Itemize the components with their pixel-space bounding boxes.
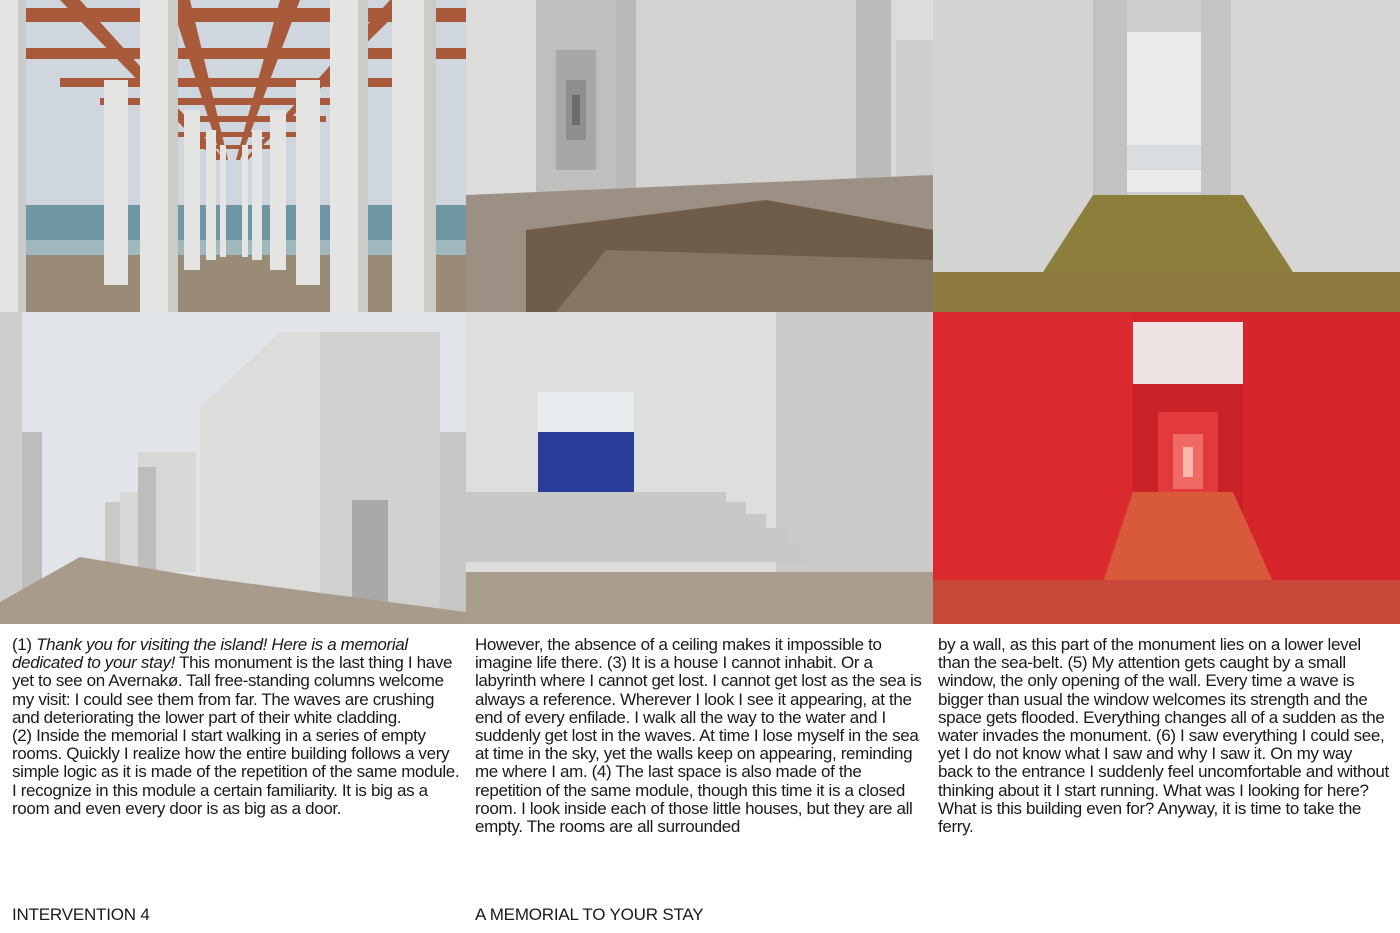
body-text xyxy=(0,636,1400,866)
window-room-illustration xyxy=(466,312,933,624)
paragraph-1-italic: Thank you for visiting the island! Here is a memorial dedicated to your stay! xyxy=(12,635,408,673)
text-column-2 xyxy=(475,636,927,836)
image-columns-on-beach xyxy=(0,0,466,312)
image-doorway-to-sea xyxy=(933,0,1400,312)
paragraph-4: by a wall, as this part of the monument lies on a lower level than the sea-belt. (5) My attention gets caught by a small window, the only opening of the wall. Every time a wave is bigger than usual the window welcomes its strength and the space gets flooded. Everything changes all of a sudden as the water invades the monument. (6) I saw everything I could see, yet I do not know what I saw and why I saw it. On my way back to the entrance I suddenly feel uncomfortable and without thinking about it I start running. What was I looking for here? What is this building even for? Anyway, it is time to take the ferry. xyxy=(938,635,1389,837)
columns-illustration xyxy=(0,0,466,312)
image-red-enfilade xyxy=(933,312,1400,624)
enfilade-illustration xyxy=(466,0,933,312)
red-enfilade-illustration xyxy=(933,312,1400,624)
paragraph-1 xyxy=(12,636,464,727)
text-column-1 xyxy=(12,636,464,818)
image-white-houses-row xyxy=(0,312,466,624)
page-title: A MEMORIAL TO YOUR STAY xyxy=(475,905,704,924)
paragraph-1-number: (1) xyxy=(12,635,37,654)
intervention-label: INTERVENTION 4 xyxy=(12,905,150,924)
paragraph-3: However, the absence of a ceiling makes it impossible to imagine life there. (3) It is a house I cannot inhabit. Or a labyrinth where I cannot get lost. I cannot get lost as the sea is always a reference. Wherever I look I see it appearing, at the end of every enfilade. I walk all the way to the water and I suddenly get lost in the waves. At time I lose myself in the sea at time in the sky, yet the walls keep on appearing, reminding me where I am. (4) The last space is also made of the repetition of the same module, though this time it is a closed room. I look inside each of those little houses, but they are all empty. The rooms are all surrounded xyxy=(475,635,922,837)
image-enfilade-walls-beach xyxy=(466,0,933,312)
image-window-room-steps xyxy=(466,312,933,624)
paragraph-1-rest: This monument is the last thing I have yet to see on Avernakø. Tall free-standing columns welcome my visit: I could see them from far. The waves are crushing and deteriorating the lower part of their white cladding. xyxy=(12,653,453,727)
doorway-illustration xyxy=(933,0,1400,312)
paragraph-2: (2) Inside the memorial I start walking in a series of empty rooms. Quickly I realize how the entire building follows a very simple logic as it is made of the repetition of the same module. I recognize in this module a certain familiarity. It is big as a room and even every door is as big as a door. xyxy=(12,726,460,818)
text-column-3 xyxy=(938,636,1390,836)
houses-illustration xyxy=(0,312,466,624)
